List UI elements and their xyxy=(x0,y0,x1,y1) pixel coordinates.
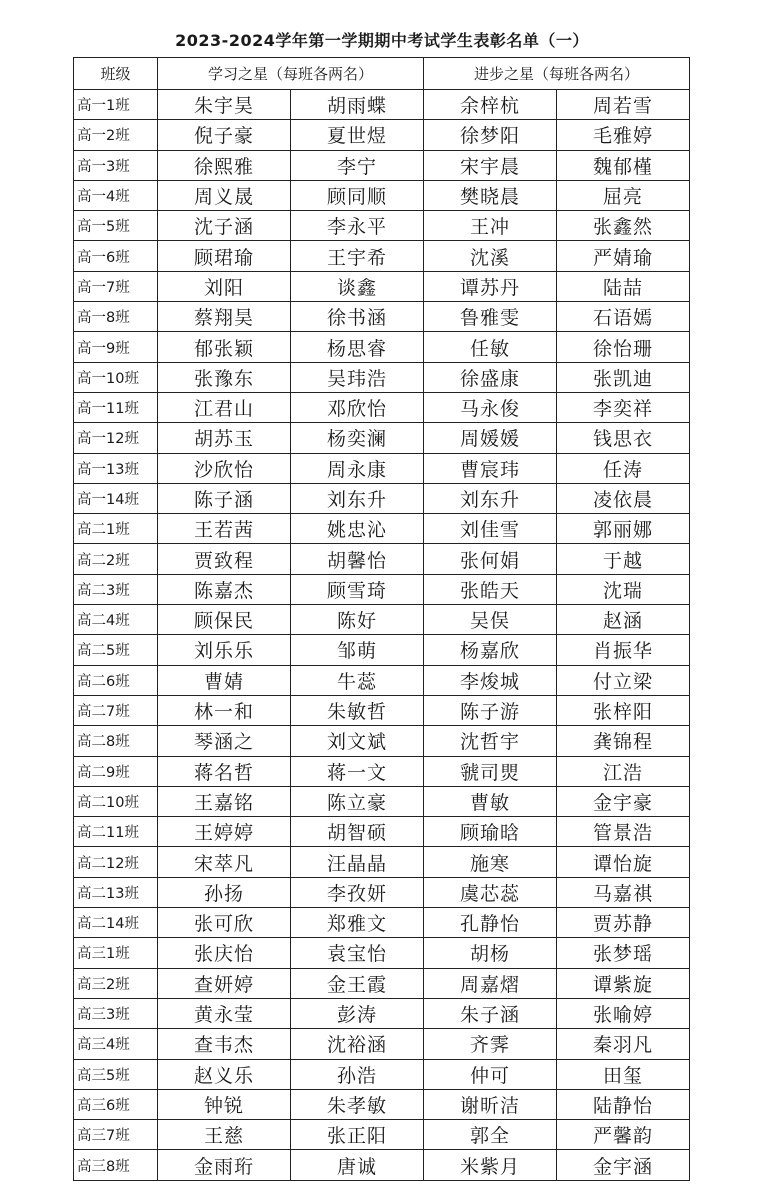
study-star-name-1: 张豫东 xyxy=(158,362,291,392)
class-cell: 高三3班 xyxy=(74,998,158,1028)
study-star-name-1: 顾珺瑜 xyxy=(158,241,291,271)
table-row xyxy=(74,817,690,847)
study-star-name-1: 沈子涵 xyxy=(158,211,291,241)
class-cell: 高一14班 xyxy=(74,483,158,513)
progress-star-name-1: 杨嘉欣 xyxy=(424,635,557,665)
study-star-name-2: 蒋一文 xyxy=(291,756,424,786)
study-star-name-1: 徐熙雅 xyxy=(158,150,291,180)
table-row xyxy=(74,211,690,241)
progress-star-name-1: 虞芯蕊 xyxy=(424,877,557,907)
progress-star-name-1: 鲁雅雯 xyxy=(424,302,557,332)
progress-star-name-1: 任敏 xyxy=(424,332,557,362)
study-star-name-2: 周永康 xyxy=(291,453,424,483)
study-star-name-1: 金雨珩 xyxy=(158,1150,291,1180)
progress-star-name-1: 马永俊 xyxy=(424,392,557,422)
progress-star-name-2: 李奕祥 xyxy=(557,392,690,422)
progress-star-name-2: 周若雪 xyxy=(557,90,690,120)
study-star-name-1: 宋萃凡 xyxy=(158,847,291,877)
table-row xyxy=(74,1150,690,1180)
study-star-name-2: 邹萌 xyxy=(291,635,424,665)
study-star-name-1: 张可欣 xyxy=(158,908,291,938)
table-row xyxy=(74,392,690,422)
class-cell: 高二1班 xyxy=(74,514,158,544)
progress-star-name-1: 余梓杭 xyxy=(424,90,557,120)
study-star-name-1: 黄永莹 xyxy=(158,998,291,1028)
table-row xyxy=(74,120,690,150)
study-star-name-1: 王婷婷 xyxy=(158,817,291,847)
class-cell: 高一10班 xyxy=(74,362,158,392)
progress-star-name-1: 曹宸玮 xyxy=(424,453,557,483)
progress-star-name-2: 张喻婷 xyxy=(557,998,690,1028)
table-row xyxy=(74,847,690,877)
table-row xyxy=(74,271,690,301)
progress-star-name-1: 徐盛康 xyxy=(424,362,557,392)
study-star-name-1: 周义晟 xyxy=(158,180,291,210)
progress-star-name-1: 张皓天 xyxy=(424,574,557,604)
study-star-name-1: 王慈 xyxy=(158,1120,291,1150)
progress-star-name-1: 刘东升 xyxy=(424,483,557,513)
progress-star-name-1: 孔静怡 xyxy=(424,908,557,938)
class-cell: 高二3班 xyxy=(74,574,158,604)
study-star-name-1: 陈子涵 xyxy=(158,483,291,513)
study-star-name-1: 张庆怡 xyxy=(158,938,291,968)
class-cell: 高三4班 xyxy=(74,1029,158,1059)
study-star-name-1: 查韦杰 xyxy=(158,1029,291,1059)
progress-star-name-2: 严馨韵 xyxy=(557,1120,690,1150)
progress-star-name-2: 赵涵 xyxy=(557,605,690,635)
class-cell: 高三7班 xyxy=(74,1120,158,1150)
table-row xyxy=(74,968,690,998)
progress-star-name-1: 郭全 xyxy=(424,1120,557,1150)
class-cell: 高一1班 xyxy=(74,90,158,120)
study-star-name-1: 刘乐乐 xyxy=(158,635,291,665)
table-row xyxy=(74,786,690,816)
study-star-name-2: 刘文斌 xyxy=(291,726,424,756)
study-star-name-1: 赵义乐 xyxy=(158,1059,291,1089)
table-row xyxy=(74,332,690,362)
study-star-name-2: 胡馨怡 xyxy=(291,544,424,574)
class-cell: 高二6班 xyxy=(74,665,158,695)
study-star-name-2: 金王霞 xyxy=(291,968,424,998)
honor-roll-table xyxy=(73,57,690,1181)
class-cell: 高二5班 xyxy=(74,635,158,665)
progress-star-name-1: 仲可 xyxy=(424,1059,557,1089)
study-star-name-1: 贾致程 xyxy=(158,544,291,574)
class-cell: 高一8班 xyxy=(74,302,158,332)
study-star-name-1: 刘阳 xyxy=(158,271,291,301)
progress-star-name-2: 郭丽娜 xyxy=(557,514,690,544)
table-row xyxy=(74,483,690,513)
progress-star-name-1: 顾瑜晗 xyxy=(424,817,557,847)
class-cell: 高二12班 xyxy=(74,847,158,877)
header-row xyxy=(74,58,690,90)
progress-star-name-2: 张梓阳 xyxy=(557,695,690,725)
class-cell: 高二4班 xyxy=(74,605,158,635)
progress-star-name-1: 齐霁 xyxy=(424,1029,557,1059)
table-row xyxy=(74,635,690,665)
class-cell: 高二8班 xyxy=(74,726,158,756)
class-cell: 高一7班 xyxy=(74,271,158,301)
progress-star-name-2: 严婧瑜 xyxy=(557,241,690,271)
study-star-name-1: 胡苏玉 xyxy=(158,423,291,453)
class-cell: 高二7班 xyxy=(74,695,158,725)
study-star-name-2: 唐诚 xyxy=(291,1150,424,1180)
study-star-name-2: 王宇希 xyxy=(291,241,424,271)
progress-star-name-1: 谭苏丹 xyxy=(424,271,557,301)
class-cell: 高二11班 xyxy=(74,817,158,847)
study-star-name-2: 李永平 xyxy=(291,211,424,241)
progress-star-name-1: 宋宇晨 xyxy=(424,150,557,180)
progress-star-name-2: 于越 xyxy=(557,544,690,574)
progress-star-name-2: 贾苏静 xyxy=(557,908,690,938)
progress-star-name-2: 秦羽凡 xyxy=(557,1029,690,1059)
progress-star-name-1: 周嘉熠 xyxy=(424,968,557,998)
table-row xyxy=(74,514,690,544)
progress-star-name-2: 毛雅婷 xyxy=(557,120,690,150)
table-row xyxy=(74,150,690,180)
study-star-name-1: 郁张颖 xyxy=(158,332,291,362)
class-cell: 高一5班 xyxy=(74,211,158,241)
table-row xyxy=(74,1089,690,1119)
table-row xyxy=(74,938,690,968)
progress-star-name-2: 张梦瑶 xyxy=(557,938,690,968)
table-row xyxy=(74,1059,690,1089)
class-cell: 高二13班 xyxy=(74,877,158,907)
progress-star-name-1: 米紫月 xyxy=(424,1150,557,1180)
class-cell: 高二10班 xyxy=(74,786,158,816)
table-row xyxy=(74,1120,690,1150)
study-star-name-2: 胡智硕 xyxy=(291,817,424,847)
table-row xyxy=(74,241,690,271)
progress-star-name-1: 周媛媛 xyxy=(424,423,557,453)
study-star-name-2: 朱孝敏 xyxy=(291,1089,424,1119)
progress-star-name-1: 徐梦阳 xyxy=(424,120,557,150)
study-star-name-1: 钟锐 xyxy=(158,1089,291,1119)
class-cell: 高一9班 xyxy=(74,332,158,362)
class-cell: 高三2班 xyxy=(74,968,158,998)
progress-star-name-2: 谭紫旋 xyxy=(557,968,690,998)
study-star-name-1: 蒋名哲 xyxy=(158,756,291,786)
progress-star-name-2: 凌依晨 xyxy=(557,483,690,513)
study-star-name-1: 陈嘉杰 xyxy=(158,574,291,604)
progress-star-name-2: 张鑫然 xyxy=(557,211,690,241)
progress-star-name-2: 钱思衣 xyxy=(557,423,690,453)
study-star-name-1: 曹婧 xyxy=(158,665,291,695)
study-star-name-2: 吴玮浩 xyxy=(291,362,424,392)
study-star-name-2: 汪晶晶 xyxy=(291,847,424,877)
table-row xyxy=(74,605,690,635)
class-cell: 高一6班 xyxy=(74,241,158,271)
progress-star-name-2: 管景浩 xyxy=(557,817,690,847)
progress-star-name-1: 胡杨 xyxy=(424,938,557,968)
study-star-name-1: 琴涵之 xyxy=(158,726,291,756)
study-star-name-2: 谈鑫 xyxy=(291,271,424,301)
progress-star-name-2: 龚锦程 xyxy=(557,726,690,756)
progress-star-name-1: 沈溪 xyxy=(424,241,557,271)
progress-star-name-1: 朱子涵 xyxy=(424,998,557,1028)
study-star-name-1: 倪子豪 xyxy=(158,120,291,150)
table-row xyxy=(74,180,690,210)
class-cell: 高一4班 xyxy=(74,180,158,210)
study-star-name-1: 孙扬 xyxy=(158,877,291,907)
table-row xyxy=(74,908,690,938)
study-star-name-2: 张正阳 xyxy=(291,1120,424,1150)
study-star-name-2: 胡雨蝶 xyxy=(291,90,424,120)
progress-star-name-2: 石语嫣 xyxy=(557,302,690,332)
study-star-name-2: 姚忠沁 xyxy=(291,514,424,544)
study-star-name-1: 江君山 xyxy=(158,392,291,422)
table-row xyxy=(74,665,690,695)
study-star-name-2: 郑雅文 xyxy=(291,908,424,938)
study-star-name-2: 孙浩 xyxy=(291,1059,424,1089)
study-star-name-2: 杨奕澜 xyxy=(291,423,424,453)
table-body xyxy=(74,90,690,1181)
table-row xyxy=(74,998,690,1028)
study-star-name-2: 徐书涵 xyxy=(291,302,424,332)
class-cell: 高三1班 xyxy=(74,938,158,968)
table-row xyxy=(74,544,690,574)
study-star-name-2: 朱敏哲 xyxy=(291,695,424,725)
study-star-name-2: 邓欣怡 xyxy=(291,392,424,422)
table-row xyxy=(74,726,690,756)
table-row xyxy=(74,1029,690,1059)
progress-star-name-1: 陈子游 xyxy=(424,695,557,725)
progress-star-name-1: 施寒 xyxy=(424,847,557,877)
progress-star-name-2: 任涛 xyxy=(557,453,690,483)
table-row xyxy=(74,453,690,483)
study-star-name-2: 顾同顺 xyxy=(291,180,424,210)
progress-star-name-2: 金宇豪 xyxy=(557,786,690,816)
progress-star-name-1: 沈哲宇 xyxy=(424,726,557,756)
table-row xyxy=(74,574,690,604)
class-cell: 高一2班 xyxy=(74,120,158,150)
class-cell: 高一13班 xyxy=(74,453,158,483)
study-star-name-1: 林一和 xyxy=(158,695,291,725)
table-header xyxy=(74,58,690,90)
progress-star-name-2: 魏郁槿 xyxy=(557,150,690,180)
progress-star-name-1: 樊晓晨 xyxy=(424,180,557,210)
progress-star-name-1: 虢司煛 xyxy=(424,756,557,786)
header-progress-star: 进步之星（每班各两名） xyxy=(424,58,690,90)
study-star-name-1: 王若茜 xyxy=(158,514,291,544)
progress-star-name-2: 张凯迪 xyxy=(557,362,690,392)
progress-star-name-1: 曹敏 xyxy=(424,786,557,816)
progress-star-name-2: 谭怡旋 xyxy=(557,847,690,877)
header-class: 班级 xyxy=(74,58,158,90)
table-row xyxy=(74,756,690,786)
study-star-name-2: 顾雪琦 xyxy=(291,574,424,604)
study-star-name-2: 陈好 xyxy=(291,605,424,635)
table-row xyxy=(74,877,690,907)
progress-star-name-2: 陆静怡 xyxy=(557,1089,690,1119)
class-cell: 高二14班 xyxy=(74,908,158,938)
study-star-name-1: 顾保民 xyxy=(158,605,291,635)
progress-star-name-2: 肖振华 xyxy=(557,635,690,665)
progress-star-name-2: 陆喆 xyxy=(557,271,690,301)
table-row xyxy=(74,302,690,332)
progress-star-name-2: 马嘉祺 xyxy=(557,877,690,907)
progress-star-name-2: 金宇涵 xyxy=(557,1150,690,1180)
study-star-name-2: 陈立豪 xyxy=(291,786,424,816)
progress-star-name-2: 徐怡珊 xyxy=(557,332,690,362)
progress-star-name-1: 谢昕洁 xyxy=(424,1089,557,1119)
progress-star-name-1: 王冲 xyxy=(424,211,557,241)
table-row xyxy=(74,90,690,120)
progress-star-name-2: 江浩 xyxy=(557,756,690,786)
progress-star-name-1: 吴俣 xyxy=(424,605,557,635)
study-star-name-1: 朱宇昊 xyxy=(158,90,291,120)
header-study-star: 学习之星（每班各两名） xyxy=(158,58,424,90)
progress-star-name-2: 沈瑞 xyxy=(557,574,690,604)
study-star-name-1: 查妍婷 xyxy=(158,968,291,998)
study-star-name-2: 袁宝怡 xyxy=(291,938,424,968)
class-cell: 高三8班 xyxy=(74,1150,158,1180)
study-star-name-2: 牛蕊 xyxy=(291,665,424,695)
study-star-name-2: 杨思睿 xyxy=(291,332,424,362)
progress-star-name-1: 刘佳雪 xyxy=(424,514,557,544)
class-cell: 高三5班 xyxy=(74,1059,158,1089)
study-star-name-2: 李宁 xyxy=(291,150,424,180)
study-star-name-1: 沙欣怡 xyxy=(158,453,291,483)
study-star-name-2: 夏世煜 xyxy=(291,120,424,150)
class-cell: 高三6班 xyxy=(74,1089,158,1119)
progress-star-name-1: 张何娟 xyxy=(424,544,557,574)
page-title: 2023-2024学年第一学期期中考试学生表彰名单（一） xyxy=(175,31,589,50)
progress-star-name-2: 付立梁 xyxy=(557,665,690,695)
table-row xyxy=(74,423,690,453)
class-cell: 高一12班 xyxy=(74,423,158,453)
study-star-name-2: 彭涛 xyxy=(291,998,424,1028)
progress-star-name-2: 屈亮 xyxy=(557,180,690,210)
class-cell: 高一3班 xyxy=(74,150,158,180)
study-star-name-2: 李孜妍 xyxy=(291,877,424,907)
progress-star-name-2: 田玺 xyxy=(557,1059,690,1089)
class-cell: 高二2班 xyxy=(74,544,158,574)
table-row xyxy=(74,695,690,725)
class-cell: 高二9班 xyxy=(74,756,158,786)
class-cell: 高一11班 xyxy=(74,392,158,422)
study-star-name-1: 蔡翔昊 xyxy=(158,302,291,332)
study-star-name-2: 沈裕涵 xyxy=(291,1029,424,1059)
table-row xyxy=(74,362,690,392)
progress-star-name-1: 李焌城 xyxy=(424,665,557,695)
study-star-name-2: 刘东升 xyxy=(291,483,424,513)
study-star-name-1: 王嘉铭 xyxy=(158,786,291,816)
